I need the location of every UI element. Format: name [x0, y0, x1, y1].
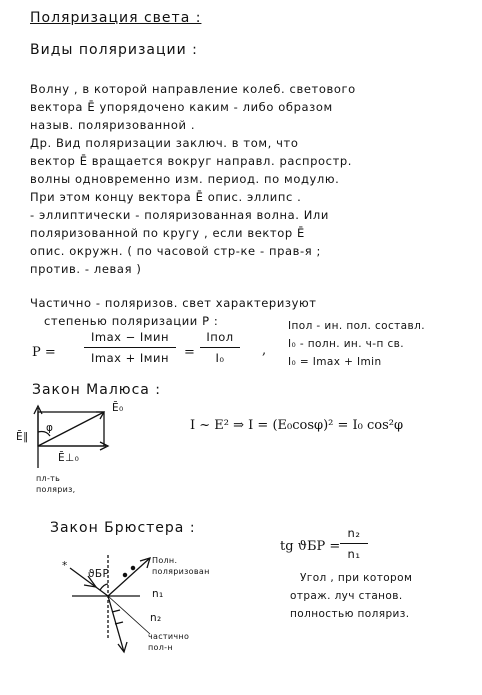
label-e-perp: Ē⊥₀ [58, 452, 80, 464]
brewster-formula-lhs: tg ϑБР = [280, 539, 341, 554]
text-line: Др. Вид поляризации заключ. в том, что [30, 136, 299, 150]
text-line: вектор Ē вращается вокруг направл. распростр. [30, 154, 353, 168]
label-plane: пл-ть [36, 474, 61, 483]
label-brewster-angle: ϑБР [88, 568, 110, 580]
reflected-ray [108, 558, 150, 596]
brewster-note-line: полностью поляриз. [290, 608, 410, 620]
text-line: назыв. поляризованной . [30, 118, 196, 132]
fraction-denominator: n₁ [347, 547, 361, 561]
legend-line: Iпол - ин. пол. составл. [288, 320, 425, 332]
fraction-numerator: n₂ [347, 526, 361, 540]
brewster-note-line: Угол , при котором [300, 572, 413, 584]
text-line: - эллиптически - поляризованная волна. Или [30, 208, 329, 222]
label-light-source: * [62, 560, 68, 572]
partial-polarization-text: Частично - поляризов. свет характеризуют [30, 296, 317, 310]
text-line: поляризованной по кругу , если вектор Ē [30, 226, 305, 240]
text-line: При этом концу вектора Ē опис. эллипс . [30, 190, 302, 204]
polarization-dash [112, 610, 120, 612]
text-line: против. - левая ) [30, 262, 142, 276]
page-title: Поляризация света : [30, 10, 202, 26]
fraction-bar [340, 543, 368, 544]
text-line: Волну , в которой направление колеб. светового [30, 82, 356, 96]
malus-heading: Закон Малюса : [32, 382, 162, 398]
brewster-note-line: отраж. луч станов. [290, 590, 403, 602]
text-line: опис. окружн. ( по часовой стр-ке - прав-я ; [30, 244, 322, 258]
label-e0: Ē₀ [112, 402, 124, 414]
partial-polarization-text: степенью поляризации P : [44, 314, 219, 328]
formula-comma: , [262, 343, 267, 358]
formula-equals: = [184, 345, 195, 360]
formula-lhs: P = [32, 345, 56, 360]
brewster-fraction [340, 526, 368, 561]
legend-line: I₀ = Imax + Imin [288, 356, 382, 368]
label-n2: n₂ [150, 612, 162, 624]
label-refracted: пол-н [148, 643, 173, 652]
malus-formula: I ~ E² ⇒ I = (E₀cosφ)² = I₀ cos²φ [190, 418, 404, 433]
fraction-numerator: Imax − Iмин [91, 330, 169, 344]
polarization-dot [131, 566, 134, 569]
fraction-denominator: I₀ [215, 351, 225, 365]
brewster-heading: Закон Брюстера : [50, 520, 196, 536]
types-heading: Виды поляризации : [30, 42, 198, 58]
brewster-angle-arc [100, 584, 108, 590]
label-phi: φ [46, 422, 54, 434]
label-refracted: частично [148, 632, 190, 641]
label-plane: поляриз, [36, 485, 76, 494]
text-line: вектора Ē упорядочено каким - либо образом [30, 100, 333, 114]
refraction-guide [108, 596, 150, 634]
text-line: волны одновременно изм. период. по модулю. [30, 172, 340, 186]
label-reflected: Полн. [152, 556, 178, 565]
label-reflected: поляризован [152, 567, 210, 576]
brewster-diagram [70, 555, 150, 652]
legend-line: I₀ - полн. ин. ч-п св. [288, 338, 404, 350]
label-n1: n₁ [152, 588, 164, 600]
fraction-numerator: Iпол [206, 330, 234, 344]
fraction-denominator: Imax + Iмин [91, 351, 169, 365]
polarization-dot [123, 573, 126, 576]
label-e-parallel: Ē∥ [16, 431, 29, 443]
